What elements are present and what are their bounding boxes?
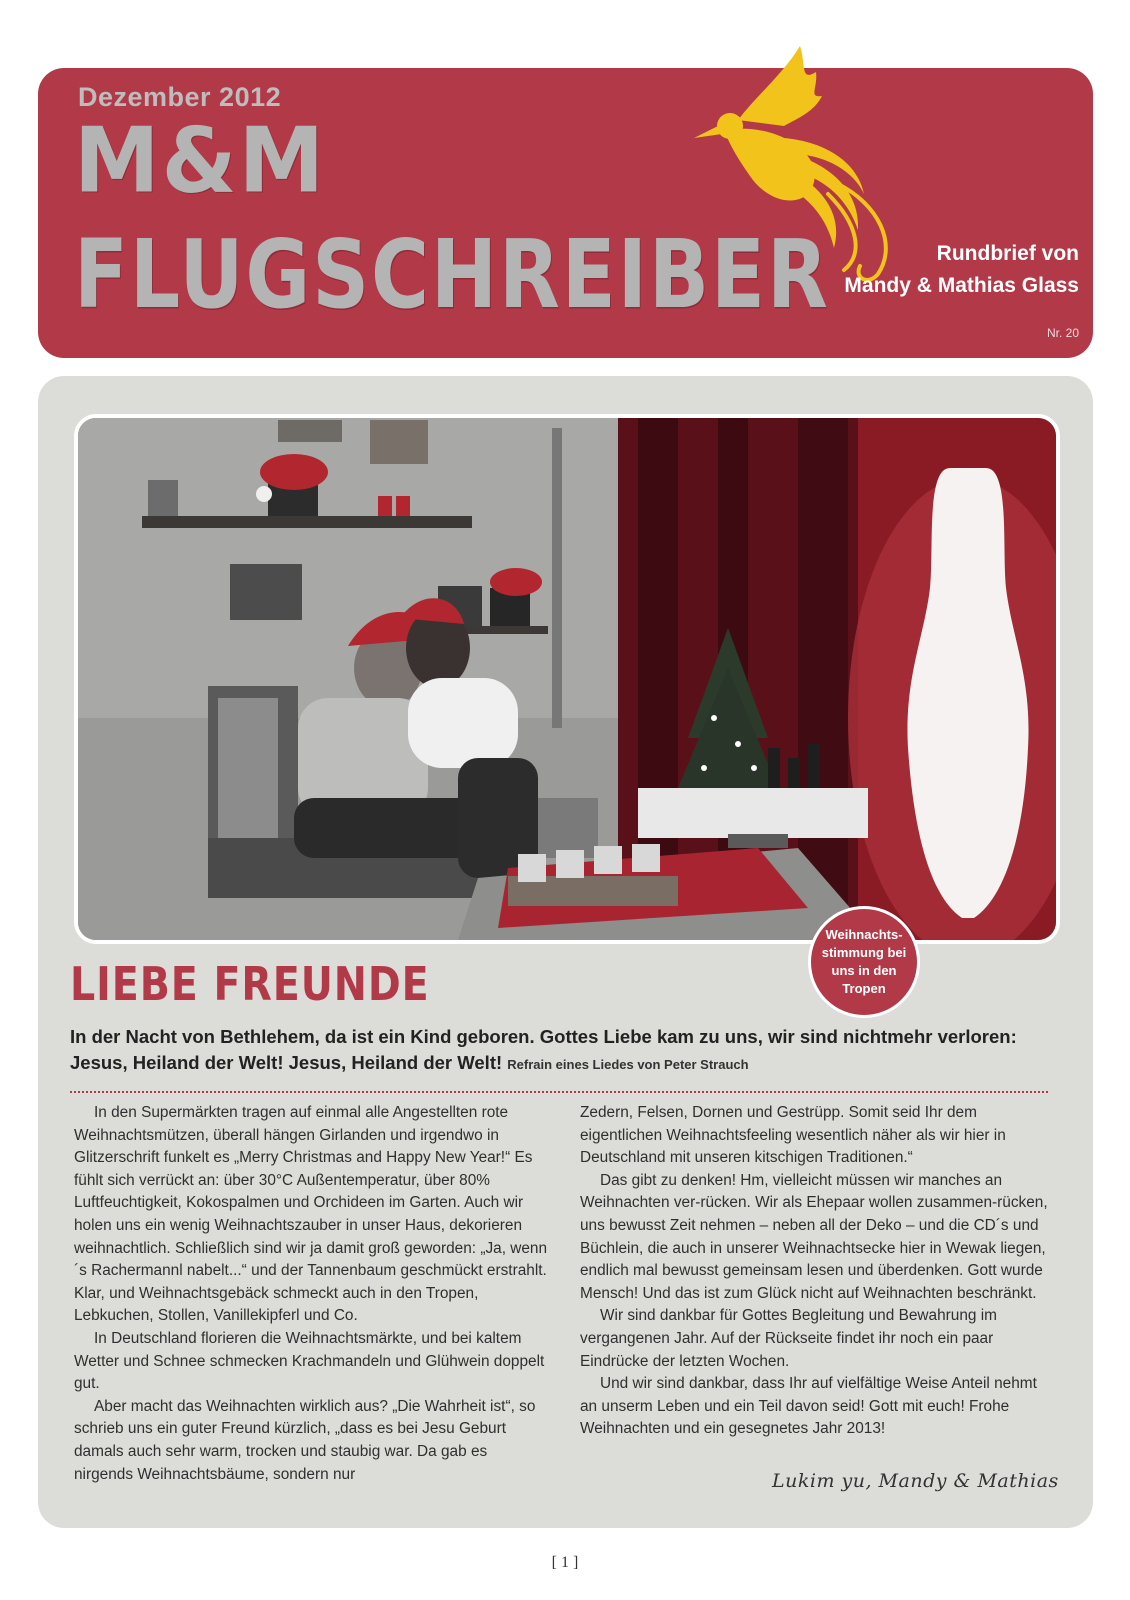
paragraph-continuation: Zedern, Felsen, Dornen und Gestrüpp. Somit seid Ihr dem eigentlichen Weihnachtsfeeling wesentlich näher als wir hier in Deutschland mit unseren kitschigen Traditionen.“: [580, 1104, 1006, 1167]
newsletter-subtitle: [844, 238, 1079, 302]
paragraph: In den Supermärkten tragen auf einmal alle Angestellten rote Weihnachtsmützen, überall hängen Girlanden und irgendwo in Glitzerschrift funkelt es „Merry Christmas and Happy New Year!“ Es fühlt sich verrückt an: über 30°C Außentemperatur, über 80% Luftfeuchtigkeit, Kokospalmen und Orchideen im Garten. Auch wir holen uns ein wenig Weihnachtszauber in unser Haus, dekorieren weihnachtlich. Schließlich sind wir ja damit groß geworden: „Ja, wenn´s Rachermannl nabelt...“ und der Tannenbaum geschmückt erstrahlt. Klar, und Weihnachtsgebäck schmeckt auch in den Tropen, Lebkuchen, Stollen, Vanillekipferl und Co.: [74, 1104, 548, 1325]
opening-quote: [70, 1024, 1055, 1078]
subtitle-line1: Rundbrief von: [936, 242, 1079, 265]
masthead-title-line1: M&M: [74, 108, 327, 214]
dotted-divider: [70, 1091, 1048, 1093]
issue-date: Dezember 2012: [78, 82, 282, 112]
photo-illustration: [78, 418, 1056, 940]
page-number: [ 1 ]: [551, 1554, 579, 1571]
paragraph: Das gibt zu denken! Hm, vielleicht müssen wir manches an Weihnachten ver-rücken. Wir als Ehepaar wollen zusammen-rücken, uns bewusst Zeit nehmen – neben all der Deko – und die CD´s und Büchlein, die auch in unserer Weihnachtsecke hier in Wewak liegen, endlich mal bewusst gemeinsam lesen und überdenken. Gott wurde Mensch! Und das ist zum Glück nicht auf Weihnachten beschränkt.: [580, 1171, 1048, 1302]
christmas-photo: [74, 414, 1060, 944]
section-heading: LIEBE FREUNDE: [70, 958, 430, 1012]
masthead-title-line2: FLUGSCHREIBER: [74, 220, 830, 331]
paragraph: In Deutschland florieren die Weihnachtsmärkte, und bei kaltem Wetter und Schnee schmecken Krachmandeln und Glühwein doppelt gut.: [74, 1329, 545, 1393]
quote-source: Refrain eines Liedes von Peter Strauch: [507, 1057, 749, 1072]
masthead: [38, 68, 1093, 358]
signature: Lukim yu, Mandy & Mathias: [772, 1470, 1059, 1492]
quote-text: In der Nacht von Bethlehem, da ist ein Kind geboren. Gottes Liebe kam zu uns, wir sind nichtmehr verloren: Jesus, Heiland der Welt! Jesus, Heiland der Welt!: [70, 1026, 1017, 1073]
paragraph: Und wir sind dankbar, dass Ihr auf vielfältige Weise Anteil nehmt an unserm Leben und ein Teil davon seid! Gott mit euch! Frohe Weihnachten und ein gesegnetes Jahr 2013!: [580, 1375, 1037, 1438]
subtitle-line2: Mandy & Mathias Glass: [844, 274, 1079, 297]
article-column-left: [74, 1102, 550, 1486]
photo-caption-badge: Weihnachts-stimmung bei uns in den Tropen: [808, 906, 920, 1018]
paragraph: Wir sind dankbar für Gottes Begleitung und Bewahrung im vergangenen Jahr. Auf der Rückseite findet ihr noch ein paar Eindrücke der letzten Wochen.: [580, 1307, 997, 1370]
paragraph: Aber macht das Weihnachten wirklich aus? „Die Wahrheit ist“, so schrieb uns ein guter Freund kürzlich, „dass es bei Jesu Geburt damals auch sehr warm, trocken und staubig war. Da gab es nirgends Weihnachtsbäume, sondern nur: [74, 1397, 536, 1483]
issue-number: Nr. 20: [1046, 326, 1079, 340]
article-column-right: [580, 1102, 1058, 1441]
